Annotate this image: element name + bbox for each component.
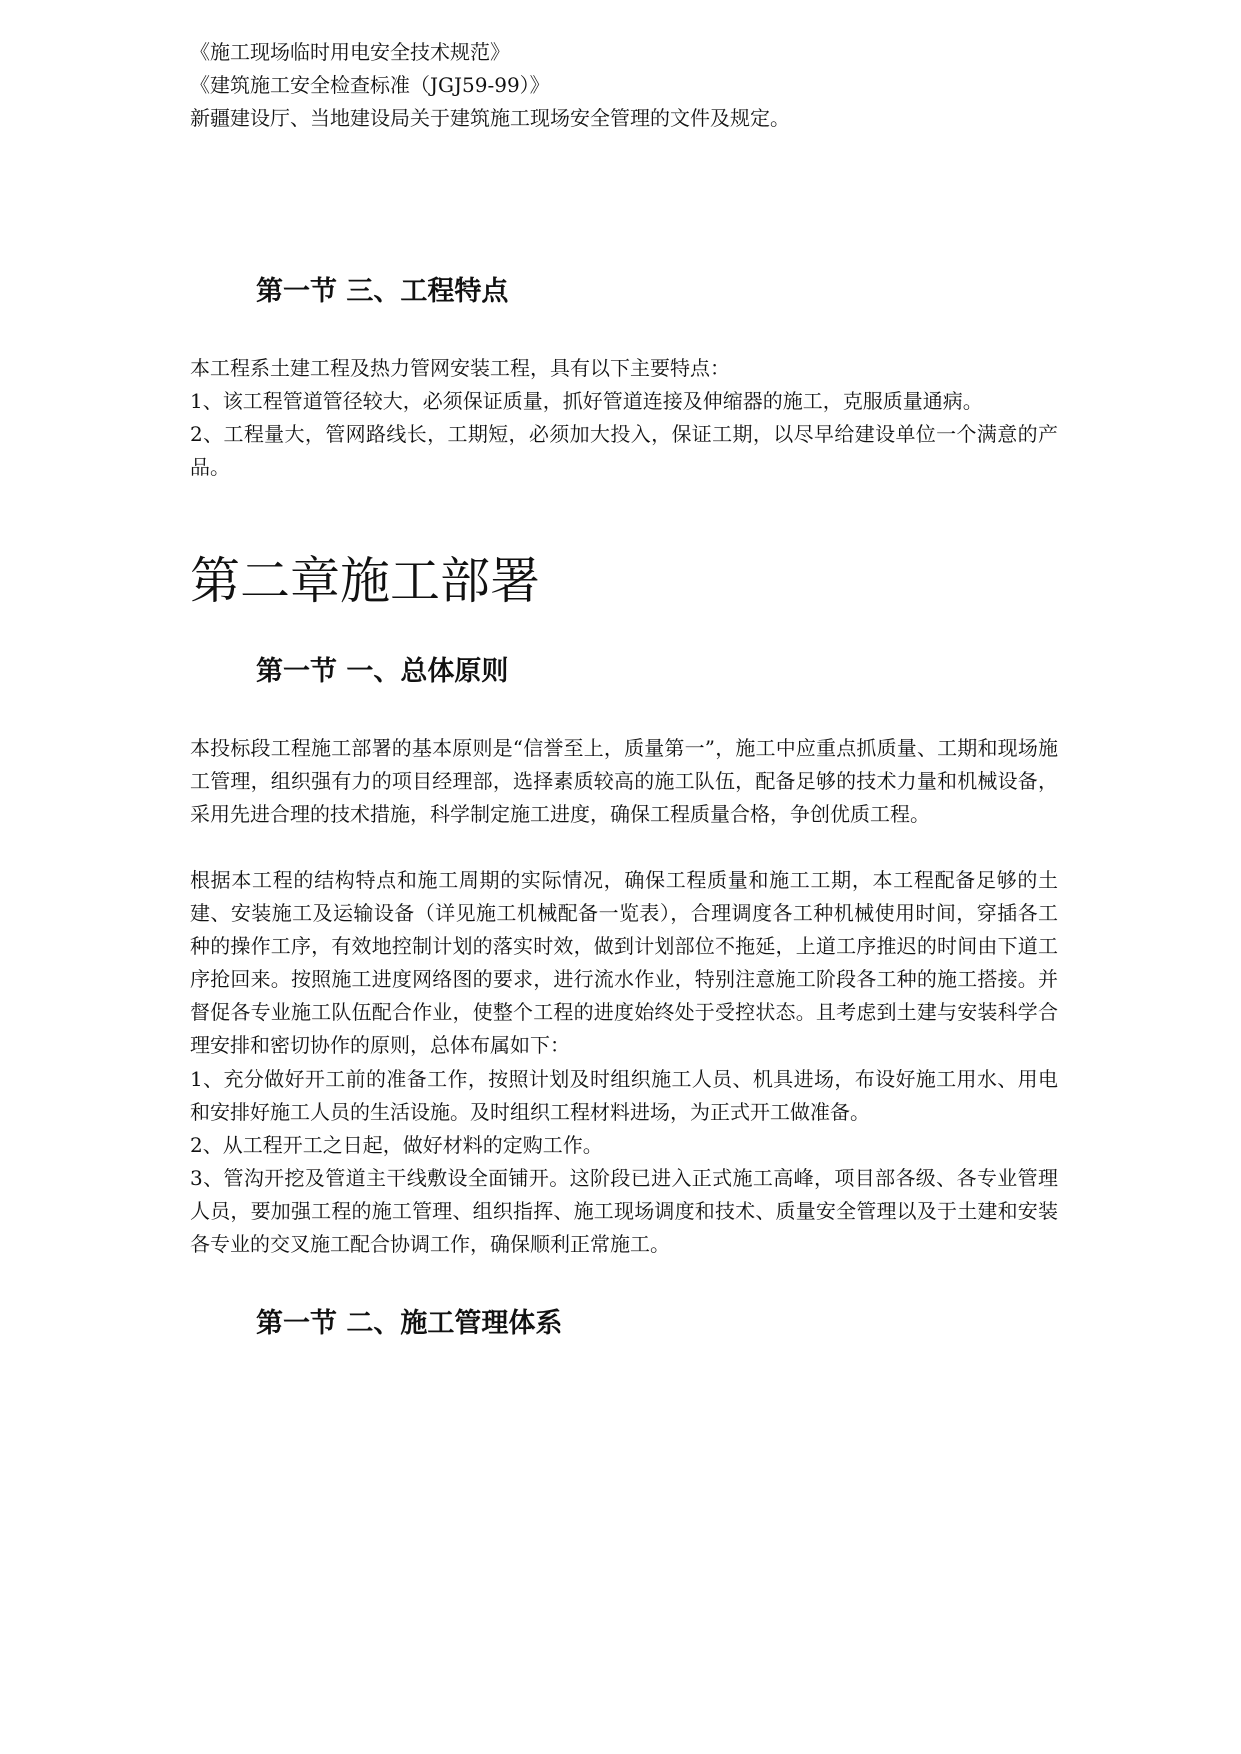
section-heading-management: 第一节 二、施工管理体系 [256,1308,563,1339]
section-heading-features: 第一节 三、工程特点 [256,276,509,307]
features-intro: 本工程系土建工程及热力管网安装工程，具有以下主要特点： [190,356,730,380]
principles-item: 3、管沟开挖及管道主干线敷设全面铺开。这阶段已进入正式施工高峰，项目部各级、各专业管理人员，要加强工程的施工管理、组织指挥、施工现场调度和技术、质量安全管理以及于土建和安装各专业的交叉施工配合协调工作，确保顺利正常施工。 [190,1166,1058,1256]
principles-paragraph: 根据本工程的结构特点和施工周期的实际情况，确保工程质量和施工工期，本工程配备足够的土建、安装施工及运输设备（详见施工机械配备一览表），合理调度各工种机械使用时间，穿插各工种的操作工序，有效地控制计划的落实时效，做到计划部位不拖延，上道工序推迟的时间由下道工序抢回来。按照施工进度网络图的要求，进行流水作业，特别注意施工阶段各工种的施工搭接。并督促各专业施工队伍配合作业，使整个工程的进度始终处于受控状态。且考虑到土建与安装科学合理安排和密切协作的原则，总体布属如下： [190,868,1058,1057]
principles-item: 1、充分做好开工前的准备工作，按照计划及时组织施工人员、机具进场，布设好施工用水、用电和安排好施工人员的生活设施。及时组织工程材料进场，为正式开工做准备。 [190,1067,1058,1124]
reference-line: 新疆建设厅、当地建设局关于建筑施工现场安全管理的文件及规定。 [190,106,790,130]
reference-line: 《建筑施工安全检查标准（JGJ59-99）》 [190,73,550,97]
features-item: 1、该工程管道管径较大，必须保证质量，抓好管道连接及伸缩器的施工，克服质量通病。 [190,389,983,413]
section-heading-principles: 第一节 一、总体原则 [256,656,509,687]
reference-line: 《施工现场临时用电安全技术规范》 [190,40,510,64]
features-item: 2、工程量大，管网路线长，工期短，必须加大投入，保证工期，以尽早给建设单位一个满意的产品。 [190,422,1058,479]
principles-paragraph: 本投标段工程施工部署的基本原则是“信誉至上，质量第一”，施工中应重点抓质量、工期和现场施工管理，组织强有力的项目经理部，选择素质较高的施工队伍，配备足够的技术力量和机械设备，采用先进合理的技术措施，科学制定施工进度，确保工程质量合格，争创优质工程。 [190,736,1058,826]
principles-item: 2、从工程开工之日起，做好材料的定购工作。 [190,1133,603,1157]
chapter-title: 第二章施工部署 [190,552,540,610]
